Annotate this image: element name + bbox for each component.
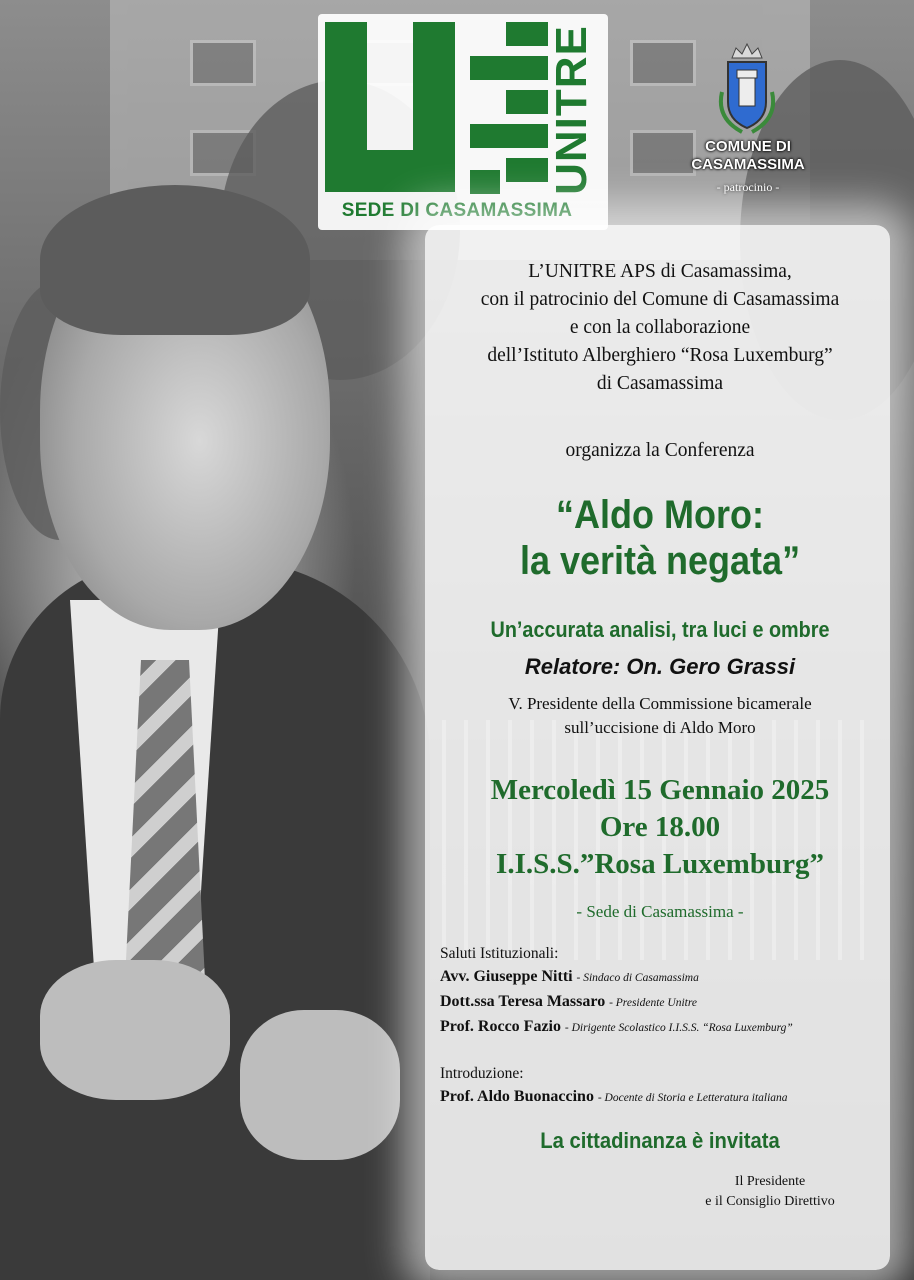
unitre-logo-text: UNITRE — [547, 25, 596, 195]
comune-crest-icon — [712, 40, 782, 136]
comune-name — [668, 138, 828, 174]
person-role: - Presidente Unitre — [609, 997, 697, 1009]
speaker: Relatore: On. Gero Grassi — [524, 654, 796, 679]
intro-line: di Casamassima — [596, 373, 724, 394]
invitation-text: La cittadinanza è invitata — [540, 1128, 780, 1153]
title-line2: la verità negata” — [519, 539, 801, 583]
person-role: - Dirigente Scolastico I.I.S.S. “Rosa Luxemburg” — [564, 1022, 793, 1034]
portrait-hand-left — [40, 960, 230, 1100]
event-time: Ore 18.00 — [599, 811, 721, 843]
intro-line: e con la collaborazione — [569, 317, 751, 338]
saluti-person — [440, 965, 880, 990]
introduzione-heading: Introduzione: — [440, 1065, 524, 1082]
person-role: - Docente di Storia e Letteratura italiana — [597, 1092, 788, 1104]
person-name: Avv. Giuseppe Nitti — [440, 968, 573, 985]
conference-subtitle: Un’accurata analisi, tra luci e ombre — [490, 617, 830, 642]
saluti-section — [440, 942, 880, 1040]
comune-name-line1: COMUNE DI — [705, 138, 791, 155]
event-details — [430, 772, 890, 883]
logo-sede: SEDE DI CASAMASSIMA — [341, 200, 573, 221]
unitre-logo-u — [325, 22, 455, 192]
signature-line2: e il Consiglio Direttivo — [705, 1194, 835, 1209]
intro-text — [430, 258, 890, 398]
building-window — [190, 40, 256, 86]
intro-line: L’UNITRE APS di Casamassima, — [528, 261, 792, 282]
saluti-person — [440, 990, 880, 1015]
building-window — [630, 40, 696, 86]
speaker-role-line2: sull’uccisione di Aldo Moro — [564, 718, 756, 737]
person-name: Dott.ssa Teresa Massaro — [440, 993, 606, 1010]
event-date: Mercoledì 15 Gennaio 2025 — [490, 774, 830, 806]
comune-patrocinio: - patrocinio - — [716, 180, 780, 194]
event-sede: - Sede di Casamassima - — [576, 902, 744, 921]
person-name: Prof. Rocco Fazio — [440, 1018, 561, 1035]
introduzione-person — [440, 1085, 880, 1110]
title-line1: “Aldo Moro: — [556, 493, 764, 537]
speaker-role — [430, 692, 890, 740]
saluti-heading: Saluti Istituzionali: — [440, 945, 559, 962]
introduzione-section — [440, 1062, 880, 1110]
conference-title — [453, 492, 867, 584]
organizza-text: organizza la Conferenza — [565, 440, 755, 461]
portrait-hair — [40, 185, 310, 335]
person-name: Prof. Aldo Buonaccino — [440, 1088, 594, 1105]
saluti-person — [440, 1015, 880, 1040]
intro-line: con il patrocinio del Comune di Casamassima — [480, 289, 840, 310]
intro-line: dell’Istituto Alberghiero “Rosa Luxemburg” — [487, 345, 833, 366]
unitre-logo-bars — [470, 22, 548, 194]
event-venue: I.I.S.S.”Rosa Luxemburg” — [496, 848, 824, 880]
comune-name-line2: CASAMASSIMA — [691, 156, 805, 173]
person-role: - Sindaco di Casamassima — [576, 972, 699, 984]
signature-line1: Il Presidente — [734, 1174, 806, 1189]
speaker-role-line1: V. Presidente della Commissione bicamerale — [508, 694, 812, 713]
signature — [690, 1172, 850, 1212]
portrait-hand-right — [240, 1010, 400, 1160]
